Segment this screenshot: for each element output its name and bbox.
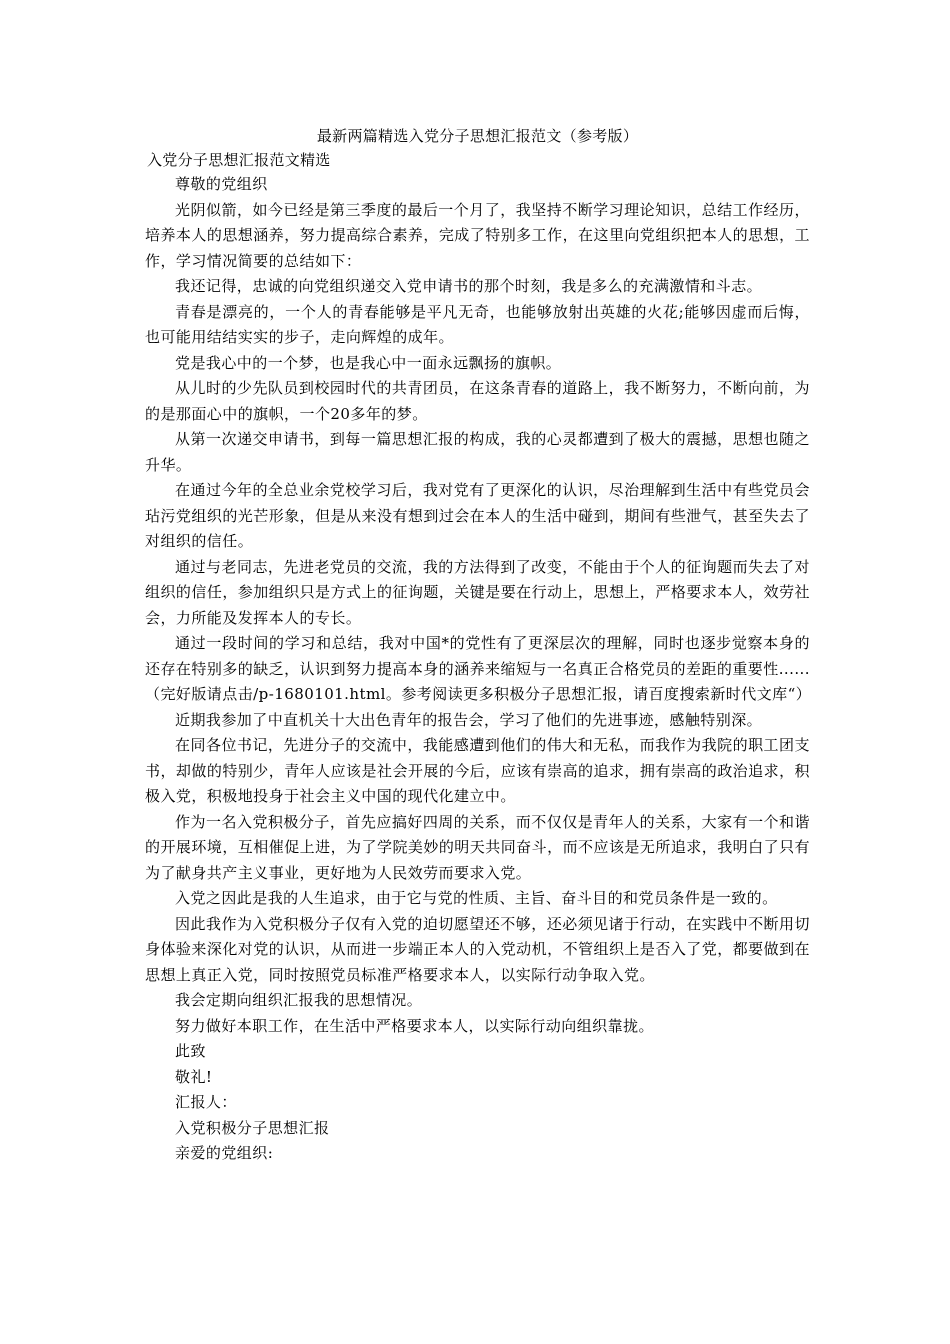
paragraph: 在通过今年的全总业余党校学习后，我对党有了更深化的认识，尽治理解到生活中有些党员会玷污党组织的光芒形象，但是从来没有想到过会在本人的生活中碰到，期间有些泄气，甚至失去了对组织的信任。 <box>145 481 810 550</box>
paragraph: 我还记得，忠诚的向党组织递交入党申请书的那个时刻，我是多么的充满激情和斗志。 <box>175 277 763 295</box>
paragraph: 青春是漂亮的，一个人的青春能够是平凡无奇，也能够放射出英雄的火花;能够因虚而后悔，也可能用结结实实的步子，走向辉煌的成年。 <box>145 302 810 346</box>
paragraph: 作为一名入党积极分子，首先应搞好四周的关系，而不仅仅是青年人的关系，大家有一个和谐的开展环境，互相催促上进，为了学院美妙的明天共同奋斗，而不应该是无所追求，我明白了只有为了献身共产主义事业，更好地为人民效劳而要求入党。 <box>145 812 810 882</box>
paragraph: 通过一段时间的学习和总结，我对中国*的党性有了更深层次的理解，同时也逐步觉察本身的还存在特别多的缺乏，认识到努力提高本身的涵养来缩短与一名真正合格党员的差距的重要性......（完好版请点击/p-1680101.html。参考阅读更多积极分子思想汇报，请百度搜索新时代文库“） <box>145 634 812 703</box>
paragraph: 我会定期向组织汇报我的思想情况。 <box>175 991 423 1009</box>
document-title: 最新两篇精选入党分子思想汇报范文（参考版） <box>316 127 639 145</box>
paragraph: 因此我作为入党积极分子仅有入党的迫切愿望还不够，还必须见诸于行动，在实践中不断用切身体验来深化对党的认识，从而进一步端正本人的入党动机，不管组织上是否入了党，都要做到在思想上真正入党，同时按照党员标准严格要求本人，以实际行动争取入党。 <box>145 914 810 984</box>
closing-line: 此致 <box>175 1042 206 1060</box>
paragraph: 通过与老同志，先进老党员的交流，我的方法得到了改变，不能由于个人的征询题而失去了对组织的信任，参加组织只是方式上的征询题，关键是要在行动上，思想上，严格要求本人，效劳社会，力所能及发挥本人的专长。 <box>145 557 810 627</box>
paragraph: 从第一次递交申请书，到每一篇思想汇报的构成，我的心灵都遭到了极大的震撼，思想也随之升华。 <box>145 430 810 474</box>
document-page <box>145 124 810 1167</box>
section-heading: 入党积极分子思想汇报 <box>175 1118 330 1137</box>
paragraph: 光阴似箭，如今已经是第三季度的最后一个月了，我坚持不断学习理论知识，总结工作经历，培养本人的思想涵养，努力提高综合素养，完成了特别多工作，在这里向党组织把本人的思想，工作，学习情况简要的总结如下： <box>145 200 810 270</box>
paragraph: 入党之因此是我的人生追求，由于它与党的性质、主旨、奋斗目的和党员条件是一致的。 <box>175 889 778 907</box>
paragraph: 党是我心中的一个梦，也是我心中一面永远飘扬的旗帜。 <box>175 353 562 372</box>
paragraph: 从儿时的少先队员到校园时代的共青团员，在这条青春的道路上，我不断努力，不断向前，为的是那面心中的旗帜，一个20多年的梦。 <box>145 379 810 423</box>
salutation-line: 敬礼! <box>175 1067 213 1086</box>
paragraph: 在同各位书记，先进分子的交流中，我能感遭到他们的伟大和无私，而我作为我院的职工团支书，却做的特别少，青年人应该是社会开展的今后，应该有崇高的追求，拥有崇高的政治追求，积极入党，积极地投身于社会主义中国的现代化建立中。 <box>145 736 810 805</box>
greeting-line: 亲爱的党组织: <box>175 1144 274 1162</box>
reporter-line: 汇报人： <box>175 1093 237 1111</box>
paragraph: 尊敬的党组织 <box>175 175 268 193</box>
paragraph: 努力做好本职工作，在生活中严格要求本人，以实际行动向组织靠拢。 <box>175 1016 654 1035</box>
document-subtitle: 入党分子思想汇报范文精选 <box>147 151 331 169</box>
paragraph: 近期我参加了中直机关十大出色青年的报告会，学习了他们的先进事迹，感触特别深。 <box>175 710 763 729</box>
